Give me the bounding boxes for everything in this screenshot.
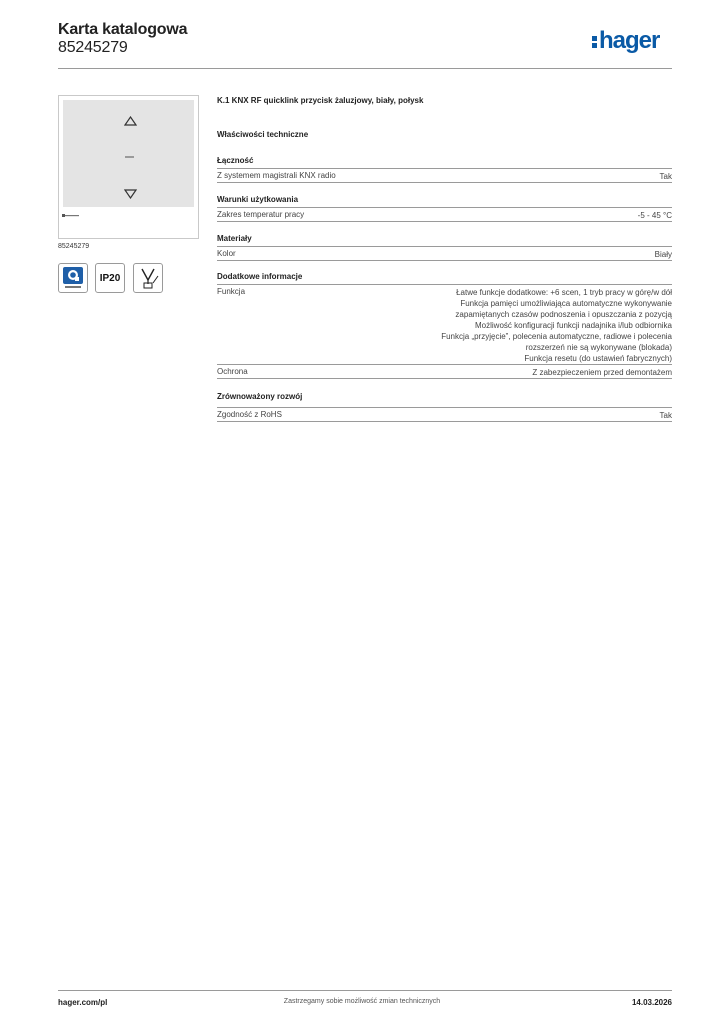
footer-divider [58,990,672,991]
property-label: Ochrona [217,367,248,376]
group-title-materials: Materiały [217,234,252,243]
property-label: Funkcja [217,287,246,296]
property-row [217,284,672,365]
property-value: Z zabezpieczeniem przed demontażem [532,368,672,377]
property-row [217,407,672,422]
logo-text: hager [599,27,660,54]
property-label: Zakres temperatur pracy [217,210,305,219]
product-code: 85245279 [58,243,90,250]
product-title: K.1 KNX RF quicklink przycisk żaluzjowy, biały, połysk [217,96,424,105]
property-row [217,246,672,261]
property-value: Tak [659,172,672,181]
product-standard-icon [133,263,163,293]
footer-notice: Zastrzegamy sobie możliwość zmian technicznych [283,998,441,1005]
function-line: Funkcja pamięci umożliwiająca automatyczne wykonywanie [460,299,672,308]
group-title-conditions: Warunki użytkowania [217,195,299,204]
property-row [217,207,672,222]
logo-dots-icon [592,27,598,55]
arrow-down-icon [124,189,137,199]
group-title-additional: Dodatkowe informacje [217,272,303,281]
document-title: Karta katalogowa [58,21,188,38]
footer-date: 14.03.2026 [631,998,672,1007]
arrow-up-icon [124,116,137,126]
switch-face [63,100,194,207]
property-value-multiline [441,287,672,364]
property-label: Z systemem magistrali KNX radio [217,171,336,180]
property-label: Kolor [217,249,236,258]
ip20-label: IP20 [99,273,121,284]
dash-icon [125,156,134,158]
article-number: 85245279 [58,39,128,56]
group-title-connectivity: Łączność [217,156,254,165]
function-line: Łatwe funkcje dodatkowe: +6 scen, 1 tryb pracy w górę/w dół [456,288,672,297]
property-value: Tak [659,411,672,420]
property-value: -5 - 45 °C [637,211,672,220]
group-title-sustainability: Zrównoważony rozwój [217,392,303,401]
section-title: Właściwości techniczne [217,130,309,139]
ip20-badge [95,263,125,293]
footer-website-link[interactable]: hager.com/pl [58,998,108,1007]
switch-side-icon [62,213,80,218]
header-divider [58,68,672,69]
property-row [217,168,672,183]
property-value: Biały [654,250,672,259]
function-line: Możliwość konfiguracji funkcji nadajnika i/lub odbiornika [475,321,672,330]
function-line: zapamiętanych czasów podnoszenia i opuszczania z pozycją [455,310,672,319]
function-line: Funkcja resetu (do ustawień fabrycznych) [524,354,672,363]
product-image [58,95,199,239]
property-row [217,364,672,379]
function-line: rozszerzeń nie są wykonywane (blokada) [525,343,672,352]
function-line: Funkcja „przyjęcie”, polecenia automatyczne, radiowe i polecenia [441,332,672,341]
property-label: Zgodność z RoHS [217,410,282,419]
hager-logo[interactable] [592,27,659,55]
certificate-icons [58,263,168,295]
quality-mark-icon [58,263,88,293]
